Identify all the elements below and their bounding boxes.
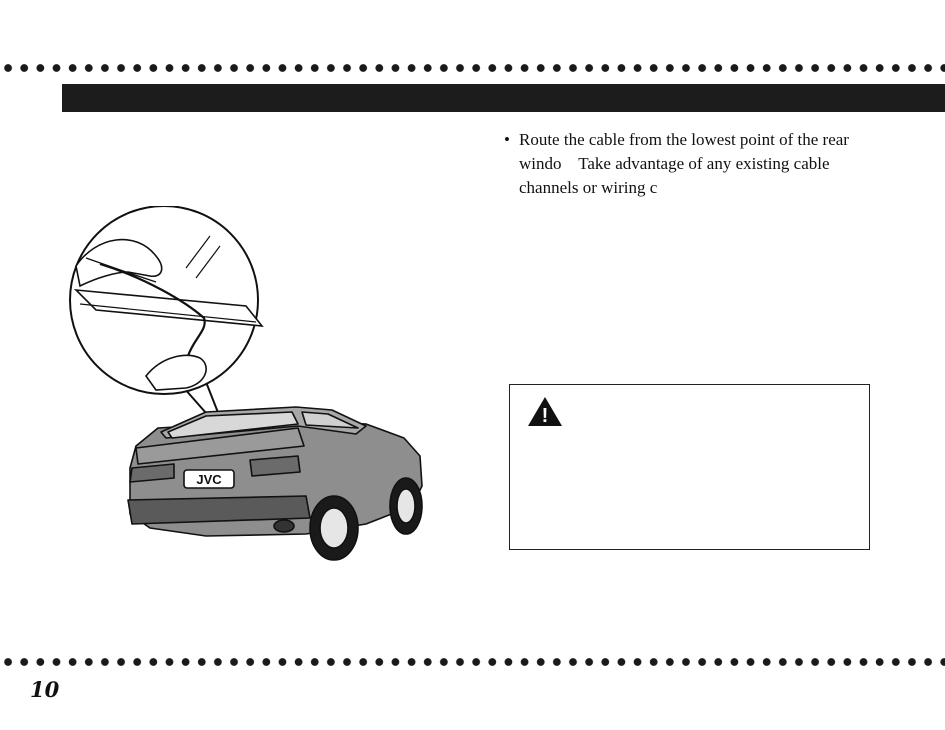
- warning-symbol: !: [541, 405, 549, 427]
- car-body: [128, 407, 422, 560]
- top-dotted-border: [0, 62, 945, 74]
- instruction-bullet: [504, 128, 884, 200]
- bottom-dotted-border: [0, 656, 945, 668]
- instruction-text: Route the cable from the lowest point of the rear windo Take advantage of any existing cable channels or wiring c: [519, 130, 849, 197]
- warning-box: [509, 384, 870, 550]
- magnified-detail-circle: [70, 206, 262, 394]
- warning-triangle-icon: [527, 396, 563, 427]
- car-cable-illustration: [66, 206, 436, 566]
- bullet-symbol: •: [504, 130, 510, 149]
- plate-label: JVC: [196, 472, 222, 487]
- section-header-bar: [62, 84, 945, 112]
- page-number: 10: [30, 677, 60, 702]
